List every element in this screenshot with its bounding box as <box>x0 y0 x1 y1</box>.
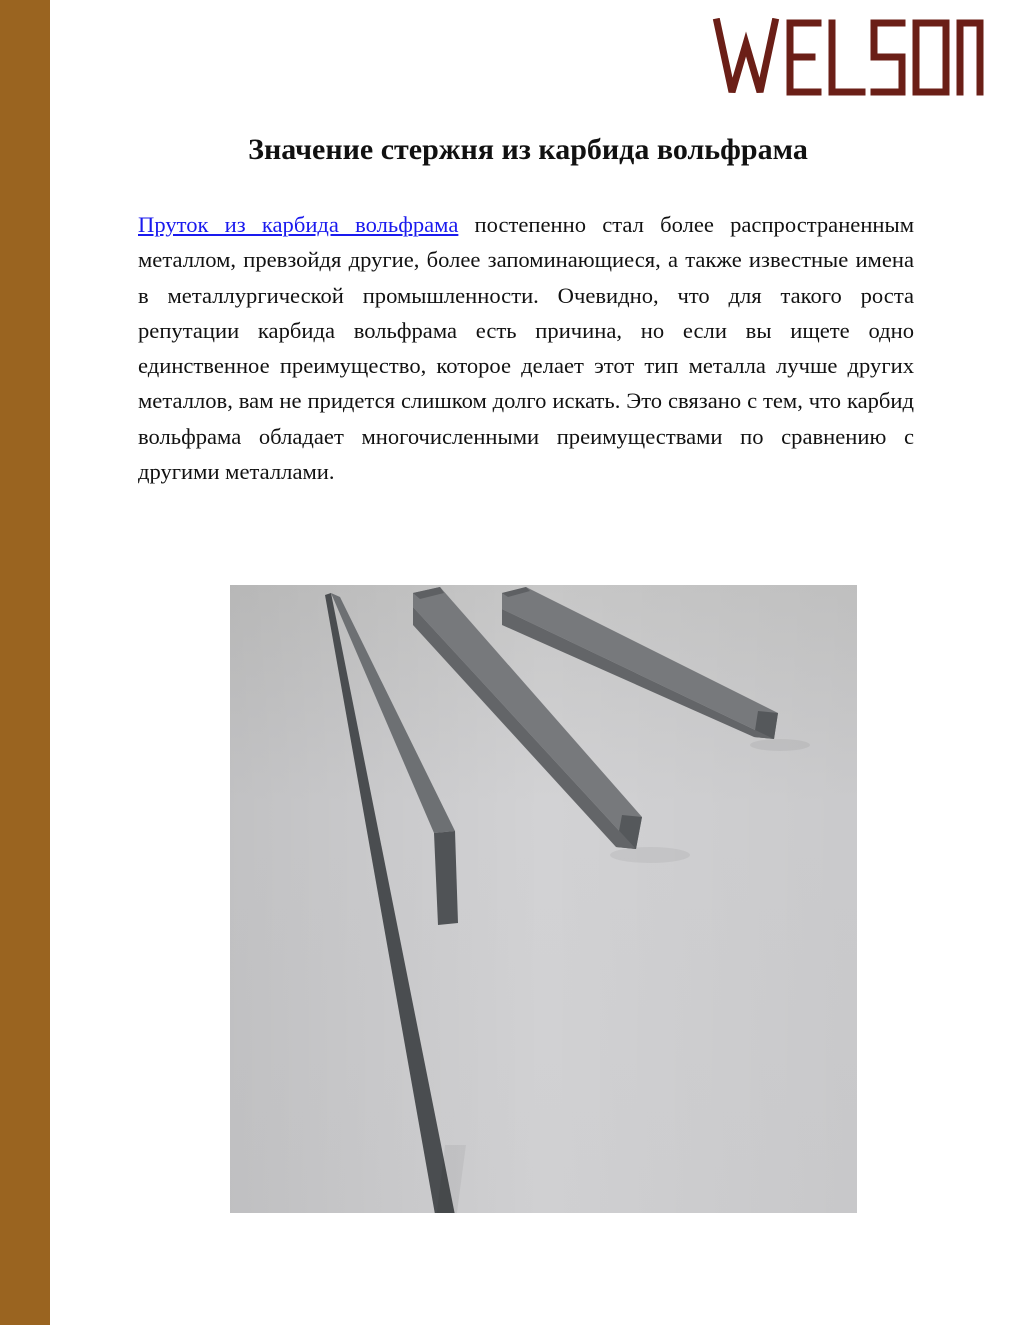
welson-logo <box>712 18 988 96</box>
carbide-bars-image <box>230 585 857 1213</box>
tungsten-carbide-bars-photo <box>230 585 857 1213</box>
page-title: Значение стержня из карбида вольфрама <box>248 133 808 166</box>
side-accent-bar <box>0 0 50 1325</box>
article-body-text: постепенно стал более распространенным металлом, превзойдя другие, более запоминающиеся, а также известные имена в металлургической промышленности. Очевидно, что для такого роста репутации карбида вольфрама есть причина, но если вы ищете одно единственное преимущество, которое делает этот тип металла лучше других металлов, вам не придется слишком долго искать. Это связано с тем, что карбид вольфрама обладает многочисленными преимуществами по сравнению с другими металлами. <box>138 212 914 485</box>
welson-logo-graphic <box>712 18 988 96</box>
article-paragraph <box>138 207 914 489</box>
carbide-rod-link[interactable]: Пруток из карбида вольфрама <box>138 212 459 237</box>
